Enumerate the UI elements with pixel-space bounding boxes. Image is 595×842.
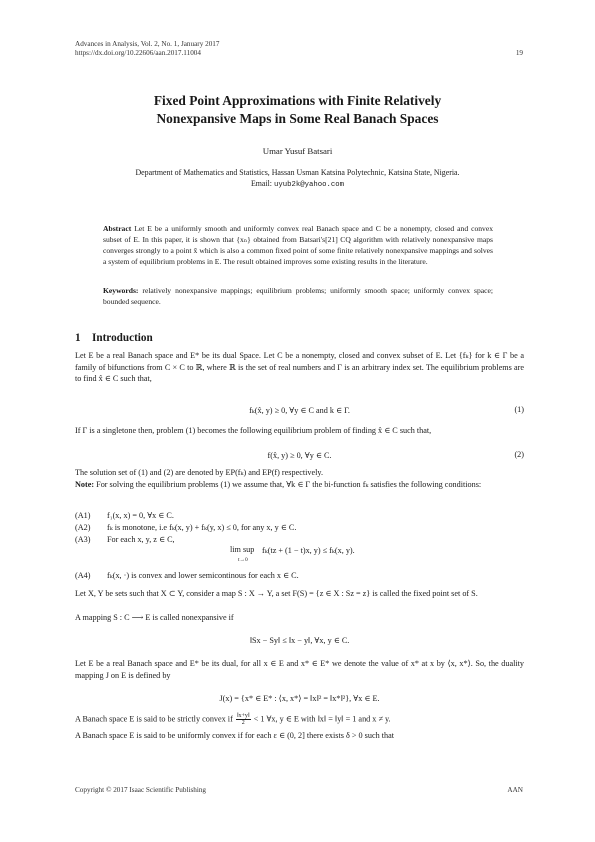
condition-label: (A3)	[75, 535, 91, 544]
paragraph-strictly-convex	[75, 713, 524, 726]
paragraph-nonexpansive: A mapping S : C ⟶ E is called nonexpansive if	[75, 613, 234, 622]
limsup-expression: fₖ(tz + (1 − t)x, y) ≤ fₖ(x, y).	[262, 546, 355, 555]
equation-2	[75, 450, 524, 462]
paragraph-singleton: If Γ is a singletone then, problem (1) becomes the following equilibrium problem of finding x̂ ∈ C such that,	[75, 426, 432, 435]
section-number: 1	[75, 332, 81, 344]
limsup-operator: lim sup	[230, 545, 255, 554]
equation-2-tag: (2)	[514, 450, 524, 459]
email-label: Email:	[250, 178, 272, 188]
limsup-subscript: t→0	[238, 557, 248, 563]
limsup-inequality	[230, 545, 410, 567]
footer-copyright: Copyright © 2017 Isaac Scientific Publishing	[75, 786, 207, 794]
fraction-numerator: ‖x+y‖	[236, 713, 250, 719]
running-header	[75, 40, 219, 59]
condition-label: (A4)	[75, 571, 91, 580]
abstract-text: Let E be a uniformly smooth and uniformly convex real Banach space and C be a nonempty, closed and convex subset of E. In this paper, it is shown that {xₙ} obtained from Batsari's[21] CQ algorithm with relatively nonexpansive maps converges strongly to a point x̂ which is also a common fixed point of some finite relatively nonexpansive mappings and solves a system of equilibrium problems in E. The result obtained improves some existing results in the literature.	[103, 224, 494, 266]
condition-a4	[75, 570, 524, 582]
equation-duality-body: J(x) = {x* ∈ E* : ⟨x, x*⟩ = ‖x‖² = ‖x*‖²}, ∀x ∈ E.	[219, 694, 380, 703]
equation-duality	[75, 693, 524, 705]
fraction-denominator: 2	[241, 720, 245, 726]
note-text: For solving the equilibrium problems (1) we assume that, ∀k ∈ Γ the bi-function fₖ satisfies the following conditions:	[96, 480, 482, 489]
section-title: Introduction	[92, 332, 153, 344]
strictly-convex-condition: < 1 ∀x, y ∈ E with ‖x‖ = ‖y‖ = 1 and x ≠ y.	[253, 714, 391, 724]
paragraph-fixed-point-set: Let X, Y be sets such that X ⊂ Y, consider a map S : X → Y, a set F(S) = {z ∈ X : Sz = z} is called the fixed point set of S.	[75, 589, 478, 598]
equation-1-body: fₖ(x̂, y) ≥ 0, ∀y ∈ C and k ∈ Γ.	[249, 406, 350, 415]
condition-text: fₖ is monotone, i.e fₖ(x, y) + fₖ(y, x) ≤ 0, for any x, y ∈ C.	[107, 523, 297, 532]
equation-1	[75, 405, 524, 417]
condition-label: (A2)	[75, 523, 91, 532]
paragraph-uniformly-convex: A Banach space E is said to be uniformly convex if for each ε ∈ (0, 2] there exists δ > 0 such that	[75, 731, 395, 740]
condition-a1	[75, 510, 524, 522]
strict-convex-fraction	[236, 713, 251, 726]
condition-label: (A1)	[75, 511, 91, 520]
page-number: 19	[515, 49, 523, 57]
abstract	[103, 224, 493, 268]
condition-a3	[75, 534, 524, 546]
title-line-1: Fixed Point Approximations with Finite Relatively	[153, 93, 442, 108]
affiliation	[40, 168, 555, 190]
doi-link[interactable]: https://dx.doi.org/10.22606/aan.2017.11004	[75, 49, 201, 58]
section-heading	[75, 332, 153, 344]
paragraph-intro: Let E be a real Banach space and E* be its dual Space. Let C be a nonempty, closed and convex subset of E. Let {fₖ} for k ∈ Γ be a family of bifunctions from C × C to ℝ, where ℝ is the set of real numbers and Γ is an arbitrary index set. The equilibrium problems are to find x̂ ∈ C such that,	[75, 351, 524, 384]
paragraph-solution-set: The solution set of (1) and (2) are denoted by EP(fₖ) and EP(f) respectively.	[75, 468, 323, 477]
strictly-convex-text: A Banach space E is said to be strictly convex if	[75, 714, 233, 724]
author-name: Umar Yusuf Batsari	[262, 146, 333, 156]
keywords-text: relatively nonexpansive mappings; equilibrium problems; uniformly smooth space; uniformly convex space; bounded sequence.	[103, 286, 493, 306]
equation-1-tag: (1)	[514, 405, 524, 414]
paper-title	[60, 92, 535, 127]
affiliation-email-line	[40, 179, 555, 191]
email-address[interactable]: uyub2k@yahoo.com	[273, 180, 345, 189]
title-line-2: Nonexpansive Maps in Some Real Banach Spaces	[156, 110, 439, 126]
keywords-label: Keywords:	[103, 286, 139, 295]
journal-citation: Advances in Analysis, Vol. 2, No. 1, January 2017	[75, 40, 220, 48]
condition-text: fₖ(x, ·) is convex and lower semicontinous for each x ∈ C.	[107, 571, 299, 580]
equation-2-body: f(x̂, y) ≥ 0, ∀y ∈ C.	[267, 451, 332, 460]
abstract-label: Abstract	[103, 224, 132, 233]
equation-nonexpansive-body: ‖Sx − Sy‖ ≤ ‖x − y‖, ∀x, y ∈ C.	[249, 636, 350, 645]
affiliation-institution: Department of Mathematics and Statistics, Hassan Usman Katsina Polytechnic, Katsina State, Nigeria.	[135, 168, 460, 177]
note-label: Note:	[75, 480, 95, 489]
condition-a2	[75, 522, 524, 534]
paragraph-note	[75, 479, 524, 491]
equation-nonexpansive	[75, 635, 524, 647]
footer-journal-abbr: AAN	[507, 786, 523, 794]
condition-text: f₁(x, x) = 0, ∀x ∈ C.	[107, 511, 174, 520]
keywords	[103, 286, 493, 308]
paragraph-duality: Let E be a real Banach space and E* be its dual, for all x ∈ E and x* ∈ E* we denote the value of x* at x by ⟨x, x*⟩. So, the duality mapping J on E is defined by	[75, 659, 524, 680]
condition-text: For each x, y, z ∈ C,	[107, 535, 175, 544]
